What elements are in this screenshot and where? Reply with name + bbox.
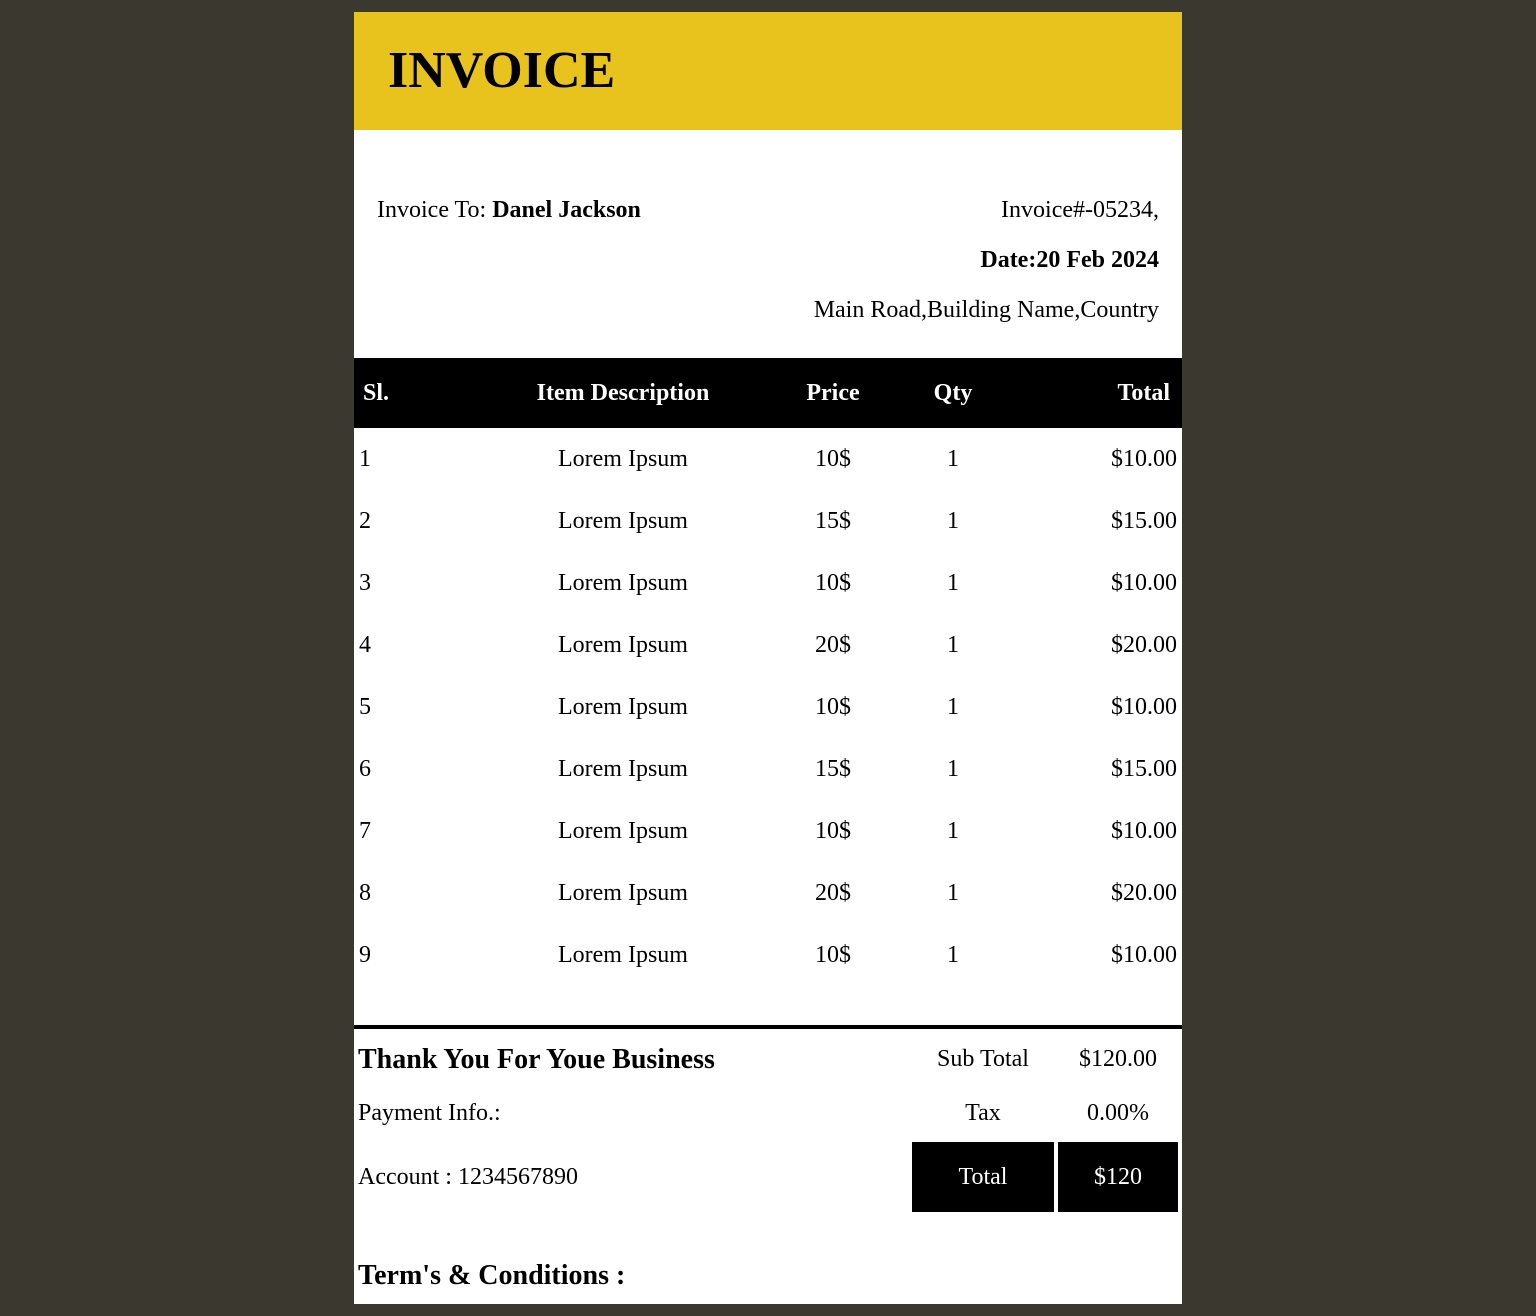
- invoice-sheet: [354, 12, 1182, 1304]
- section-divider: [354, 1025, 1182, 1029]
- cell-total: $10.00: [1111, 941, 1177, 968]
- table-row: [354, 428, 1182, 490]
- customer-name: Danel Jackson: [492, 197, 641, 223]
- bill-to: [377, 196, 641, 224]
- cell-sl: 4: [359, 631, 371, 658]
- tax-label: Tax: [965, 1100, 1001, 1126]
- cell-total: $10.00: [1111, 569, 1177, 596]
- subtotal-value: $120.00: [1079, 1046, 1157, 1072]
- cell-total: $20.00: [1111, 631, 1177, 658]
- cell-price: 20$: [815, 631, 851, 658]
- cell-total: $20.00: [1111, 879, 1177, 906]
- cell-price: 10$: [815, 693, 851, 720]
- cell-price: 10$: [815, 569, 851, 596]
- cell-sl: 3: [359, 569, 371, 596]
- cell-sl: 2: [359, 507, 371, 534]
- cell-sl: 7: [359, 817, 371, 844]
- items-table-header: [354, 358, 1182, 428]
- cell-price: 20$: [815, 879, 851, 906]
- cell-description: Lorem Ipsum: [558, 941, 688, 968]
- cell-price: 10$: [815, 817, 851, 844]
- cell-qty: 1: [947, 507, 959, 534]
- cell-sl: 8: [359, 879, 371, 906]
- table-row: [354, 800, 1182, 862]
- payment-info-label: Payment Info.:: [358, 1100, 501, 1126]
- cell-description: Lorem Ipsum: [558, 507, 688, 534]
- invoice-number: Invoice#-05234,: [1001, 197, 1159, 223]
- invoice-address: Main Road,Building Name,Country: [813, 297, 1159, 323]
- cell-price: 15$: [815, 755, 851, 782]
- cell-sl: 1: [359, 445, 371, 472]
- column-header-total: Total: [1033, 358, 1182, 428]
- cell-qty: 1: [947, 817, 959, 844]
- items-table: [354, 358, 1182, 986]
- grand-total-value: $120: [1058, 1142, 1178, 1212]
- cell-total: $10.00: [1111, 817, 1177, 844]
- cell-sl: 6: [359, 755, 371, 782]
- table-row: [354, 924, 1182, 986]
- thank-you-message: Thank You For Youe Business: [358, 1044, 715, 1075]
- cell-description: Lorem Ipsum: [558, 693, 688, 720]
- grand-total-label: Total: [912, 1142, 1054, 1212]
- account-number: Account : 1234567890: [358, 1164, 578, 1190]
- column-header-description: Item Description: [453, 358, 793, 428]
- cell-price: 10$: [815, 445, 851, 472]
- cell-description: Lorem Ipsum: [558, 631, 688, 658]
- table-row: [354, 552, 1182, 614]
- cell-total: $15.00: [1111, 507, 1177, 534]
- table-row: [354, 490, 1182, 552]
- cell-qty: 1: [947, 941, 959, 968]
- cell-price: 10$: [815, 941, 851, 968]
- cell-qty: 1: [947, 755, 959, 782]
- bill-to-label: Invoice To:: [377, 197, 487, 223]
- items-table-body: [354, 428, 1182, 986]
- table-row: [354, 862, 1182, 924]
- invoice-title: INVOICE: [388, 42, 616, 99]
- cell-total: $10.00: [1111, 445, 1177, 472]
- header-row: [354, 358, 1182, 428]
- cell-qty: 1: [947, 569, 959, 596]
- cell-qty: 1: [947, 879, 959, 906]
- cell-qty: 1: [947, 445, 959, 472]
- tax-value: 0.00%: [1087, 1100, 1149, 1126]
- cell-description: Lorem Ipsum: [558, 445, 688, 472]
- subtotal-label: Sub Total: [937, 1046, 1029, 1072]
- cell-description: Lorem Ipsum: [558, 817, 688, 844]
- invoice-banner: [354, 12, 1182, 130]
- terms-heading: Term's & Conditions :: [358, 1260, 626, 1291]
- cell-price: 15$: [815, 507, 851, 534]
- cell-sl: 9: [359, 941, 371, 968]
- table-row: [354, 614, 1182, 676]
- column-header-price: Price: [793, 358, 873, 428]
- cell-description: Lorem Ipsum: [558, 879, 688, 906]
- cell-qty: 1: [947, 631, 959, 658]
- cell-qty: 1: [947, 693, 959, 720]
- invoice-details: [814, 196, 1159, 346]
- table-row: [354, 676, 1182, 738]
- table-row: [354, 738, 1182, 800]
- invoice-date: Date:20 Feb 2024: [980, 247, 1159, 273]
- invoice-meta-section: [354, 130, 1182, 358]
- column-header-sl: Sl.: [354, 358, 453, 428]
- column-header-qty: Qty: [873, 358, 1033, 428]
- cell-total: $15.00: [1111, 755, 1177, 782]
- cell-description: Lorem Ipsum: [558, 755, 688, 782]
- cell-sl: 5: [359, 693, 371, 720]
- cell-description: Lorem Ipsum: [558, 569, 688, 596]
- cell-total: $10.00: [1111, 693, 1177, 720]
